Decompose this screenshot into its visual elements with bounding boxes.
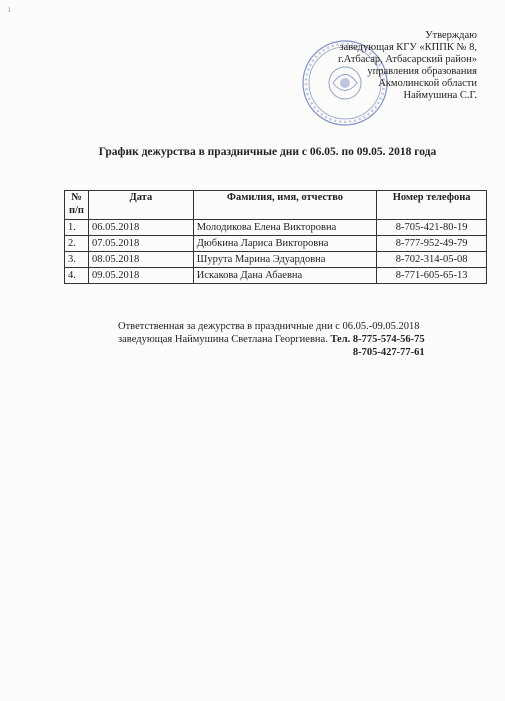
cell-phone: 8-705-421-80-19 <box>377 220 487 236</box>
cell-date: 07.05.2018 <box>88 236 193 252</box>
footer-phone-1: Тел. 8-775-574-56-75 <box>330 334 425 345</box>
table-row <box>65 220 487 236</box>
approval-line: заведующая КГУ «КППК № 8, <box>339 42 477 53</box>
header-phone: Номер телефона <box>377 191 487 220</box>
cell-name: Дюбкина Лариса Викторовна <box>193 236 376 252</box>
footer-line-1: Ответственная за дежурства в праздничные дни с 06.05.-09.05.2018 <box>118 321 420 332</box>
cell-phone: 8-777-952-49-79 <box>377 236 487 252</box>
corner-mark: ı <box>8 4 11 14</box>
cell-number: 4. <box>65 268 89 284</box>
header-date: Дата <box>88 191 193 220</box>
cell-date: 09.05.2018 <box>88 268 193 284</box>
cell-date: 08.05.2018 <box>88 252 193 268</box>
document-title: График дежурства в праздничные дни с 06.05. по 09.05. 2018 года <box>98 146 437 158</box>
cell-number: 1. <box>65 220 89 236</box>
table-header-row <box>65 191 487 220</box>
footer-phone-2: 8-705-427-77-61 <box>352 347 425 358</box>
duty-table <box>64 190 487 284</box>
cell-name: Шурута Марина Эдуардовна <box>193 252 376 268</box>
cell-number: 3. <box>65 252 89 268</box>
header-number: № п/п <box>65 191 89 220</box>
footer-responsible-person: заведующая Наймушина Светлана Георгиевна. <box>118 334 328 345</box>
cell-name: Молодикова Елена Викторовна <box>193 220 376 236</box>
responsible-note <box>118 320 425 359</box>
header-name: Фамилия, имя, отчество <box>193 191 376 220</box>
approval-line: Наймушина С.Г. <box>403 90 477 101</box>
cell-number: 2. <box>65 236 89 252</box>
approval-line: управления образования <box>367 66 477 77</box>
cell-phone: 8-771-605-65-13 <box>377 268 487 284</box>
cell-phone: 8-702-314-05-08 <box>377 252 487 268</box>
table-row <box>65 268 487 284</box>
approval-line: Акмолинской области <box>378 78 477 89</box>
approval-line: г.Атбасар, Атбасарский район» <box>338 54 477 65</box>
cell-date: 06.05.2018 <box>88 220 193 236</box>
cell-name: Искакова Дана Абаевна <box>193 268 376 284</box>
approval-block <box>338 30 477 102</box>
footer-line-2 <box>118 333 425 346</box>
table-row <box>65 252 487 268</box>
table-row <box>65 236 487 252</box>
approval-line: Утверждаю <box>425 30 477 41</box>
